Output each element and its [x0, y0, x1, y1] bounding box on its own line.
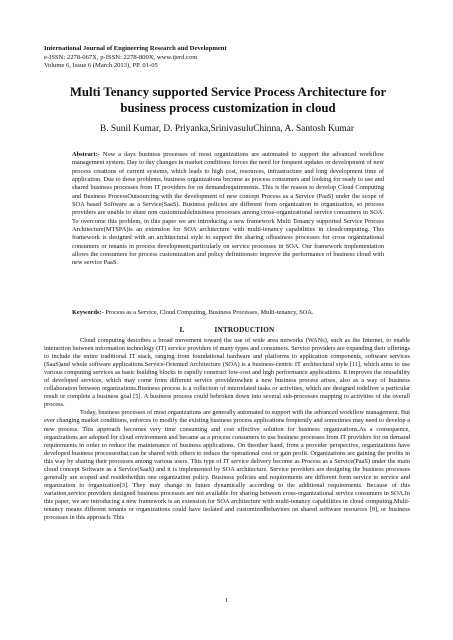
journal-header [44, 45, 414, 71]
section-title: INTRODUCTION [214, 326, 275, 334]
introduction-body [44, 337, 410, 522]
page-number: 1 [224, 597, 229, 604]
journal-volume: Volume 6, Issue 6 (March 2013), PP. 01-05 [44, 62, 158, 70]
keywords-text: Process as a Service, Cloud Computing, Business Processes, Multi-tenancy, SOA. [105, 309, 314, 316]
paper-title: Multi Tenancy supported Service Process Architecture for business process customization in cloud [69, 85, 387, 115]
journal-name: International Journal of Engineering Research and Development [44, 45, 227, 52]
section-heading [44, 326, 410, 335]
paper-authors: B. Sunil Kumar, D. Priyanka,SrinivasuluChinna, A. Santosh Kumar [99, 124, 355, 134]
abstract-label: Abstract:- [72, 151, 100, 158]
journal-issn: e-ISSN: 2278-067X, p-ISSN: 2278-800X, www.ijerd.com [44, 53, 198, 61]
paragraph: Today, business processes of most organizations are generally automated to support with the advanced workflow management. But ever changing market conditions, enforces to modify the existing business process applications frequently and sometimes may need to develop a new process. This approach becomes very time consuming and cost effective solution for business organizations.As a consequence, organizations are adopted for cloud environment and became as a process consumers to use business processes from IT providers for on demand requirements in order to reduce the maintenance of business applications. On theother hand, from a provider perspective, organizations have developed business processesthat can be shared with others to reduce the operational cost or gain profit. Organizations are gaining the profits in this way by sharing their processes among various users. This type of IT service delivery become as Process as a Service(PaaS) under the main cloud concept Software as a Service(SaaS) and it is implemented by SOA architecture. Service providers are designing the business processes generally are scoped and residedwithin one organization policy. Business policies and requirements are different form service to service and organization to organization[3]. They may change in future dynamically according to the additional requirements. Because of this variation,service providers designed business processes are not available for sharing between cross-organizational service consumers in SOA.In this paper, we are introducing a new framework is an extension for SOA architecture with multi-tenancy capabilities in cloud computing.Multi-tenancy means different tenants or organizations could have isolated and customizedbehaviors on shared software resources [9], or business processes in this approach. This [44, 409, 410, 522]
keywords [72, 309, 384, 317]
abstract [72, 151, 384, 268]
abstract-text: Now a days business processes of most organizations are automated to support the advanced workflow management system. Day to day changes in market conditions forces the need for frequent updates or development of new process creations of current systems, which leads to high cost, resources, infrastructure and long development time of application. Due to these problems, business organizations become as process consumers and looking for ready to use and shared business processes from IT providers for on demandrequirements. This is the reason to develop Cloud Computing and Business ProcessOutsourcing with the development of new concept Process as a Service (PaaS) under the scope of SOA based Software as a Service(SaaS). Business policies are different from organization to organization, so process providers are unable to share non customizablebusiness processes among cross-organizational service consumers in SOA. To overcome this problem, in this paper we are introducing a new framework Multi Tenancy supported Service Process Architecture(MTSPA)is an extension for SOA architecture with multi-tenancy capabilities in cloudcomputing. This framework is designed with an architectural style to support the sharing ofbusiness processes for cross organizational consumers or tenants in process development,particularly on service processes in SOA. Our framework implementation allows the consumers for process customization and policy definitionsto improve the performance of business cloud with new service PaaS. [72, 151, 384, 267]
paragraph: Cloud computing describes a broad movement toward the use of wide area networks (WANs), such as the Internet, to enable interaction between information technology (IT) service providers of many types and consumers. Service providers are expanding their offerings to include the entire traditional IT stack, ranging from foundational hardware and platforms to application components, software services (SaaS)and whole software applications.Service-Oriented Architecture (SOA) is a business-centric IT architectural style [11], which aims to use various computing services as basic building blocks to rapidly construct low-cost and high performance applications. It improves the reusability of developed services, which may come from different service providerswhen a new business process arises, also as a way of business collaboration between organizations.Business process is a collection of interrelated tasks or activities, which are designed todeliver a particular result or complete a business goal [5]. A business process could bebroken down into several sub-processes mapping to activities of the overall process. [44, 337, 410, 409]
section-number: I. [179, 326, 185, 334]
keywords-label: Keywords:- [72, 309, 104, 316]
